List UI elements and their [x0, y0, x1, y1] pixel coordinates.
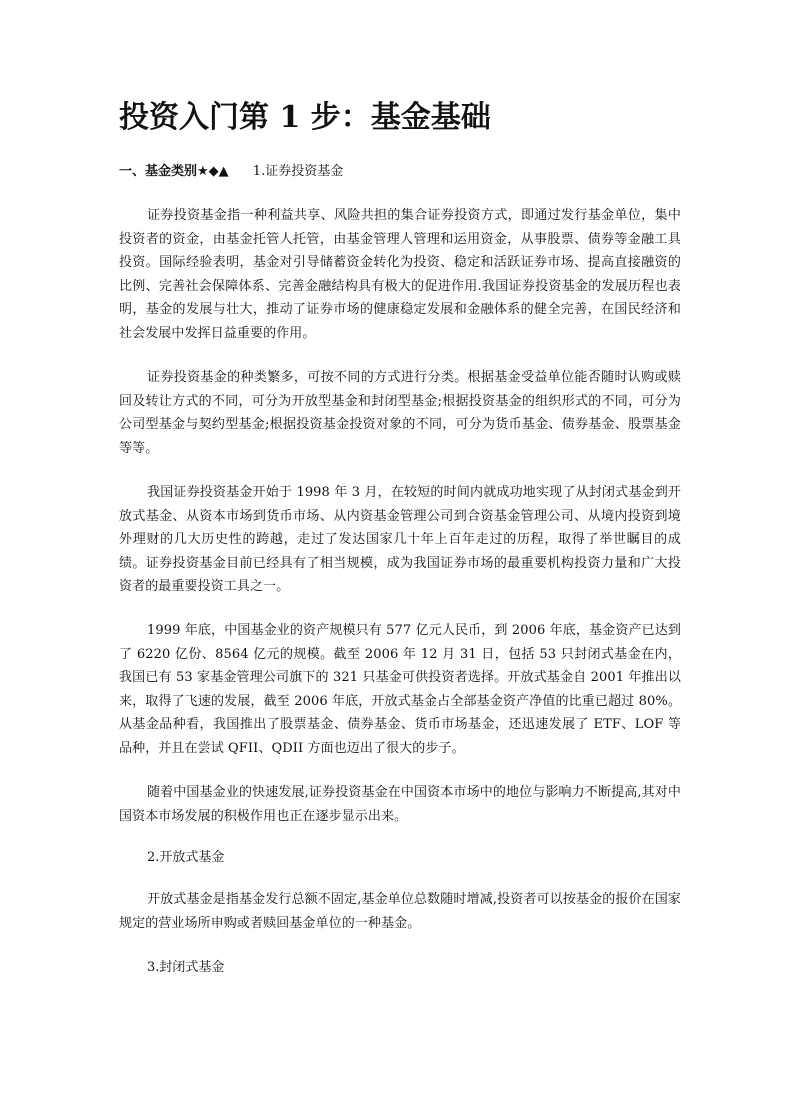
paragraph-open-fund: 开放式基金是指基金发行总额不固定,基金单位总数随时增减,投资者可以按基金的报价在国家规定的营业场所申购或者赎回基金单位的一种基金。 [119, 892, 681, 931]
paragraph-development: 随着中国基金业的快速发展,证券投资基金在中国资本市场中的地位与影响力不断提高,其对中国资本市场发展的积极作用也正在逐步显示出来。 [119, 785, 681, 824]
section-heading: 一、基金类别★◆▲ [119, 164, 229, 179]
subsection-heading-2: 2.开放式基金 [147, 850, 225, 865]
paragraph-history: 我国证券投资基金开始于 1998 年 3 月，在较短的时间内就成功地实现了从封闭式基金到开放式基金、从资本市场到货币市场、从内资基金管理公司到合资基金管理公司、从境内投资到境外理财的几大历史性的跨越，走过了发达国家几十年上百年走过的历程，取得了举世瞩目的成绩。证券投资基金目前已经具有了相当规模，成为我国证券市场的最重要机构投资力量和广大投资者的最重要投资工具之一。 [119, 485, 681, 594]
section-heading-line [119, 160, 679, 184]
paragraph-classification: 证券投资基金的种类繁多，可按不同的方式进行分类。根据基金受益单位能否随时认购或赎回及转让方式的不同，可分为开放型基金和封闭型基金;根据投资基金的组织形式的不同，可分为公司型基金与契约型基金;根据投资基金投资对象的不同，可分为货币基金、债券基金、股票基金等等。 [119, 370, 681, 456]
paragraph-intro: 证券投资基金指一种利益共享、风险共担的集合证券投资方式，即通过发行基金单位，集中投资者的资金，由基金托管人托管，由基金管理人管理和运用资金，从事股票、债券等金融工具投资。国际经验表明，基金对引导储蓄资金转化为投资、稳定和活跃证券市场、提高直接融资的比例、完善社会保障体系、完善金融结构具有极大的促进作用.我国证券投资基金的发展历程也表明，基金的发展与壮大，推动了证券市场的健康稳定发展和金融体系的健全完善，在国民经济和社会发展中发挥日益重要的作用。 [119, 208, 681, 341]
subsection-heading-1: 1.证券投资基金 [252, 164, 344, 179]
paragraph-statistics: 1999 年底，中国基金业的资产规模只有 577 亿元人民币，到 2006 年底，基金资产已达到了 6220 亿份、8564 亿元的规模。截至 2006 年 12 月 31 日，包括 53 只封闭式基金在内，我国已有 53 家基金管理公司旗下的 321 只基金可供投资者选择。开放式基金自 2001 年推出以来，取得了飞速的发展，截至 2006 年底，开放式基金占全部基金资产净值的比重已超过 80%。从基金品种看，我国推出了股票基金、债券基金、货币市场基金，还迅速发展了 ETF、LOF 等品种，并且在尝试 QFII、QDII 方面也迈出了很大的步子。 [119, 623, 681, 756]
subsection-heading-3: 3.封闭式基金 [147, 960, 225, 975]
page-title: 投资入门第 1 步：基金基础 [119, 100, 491, 135]
